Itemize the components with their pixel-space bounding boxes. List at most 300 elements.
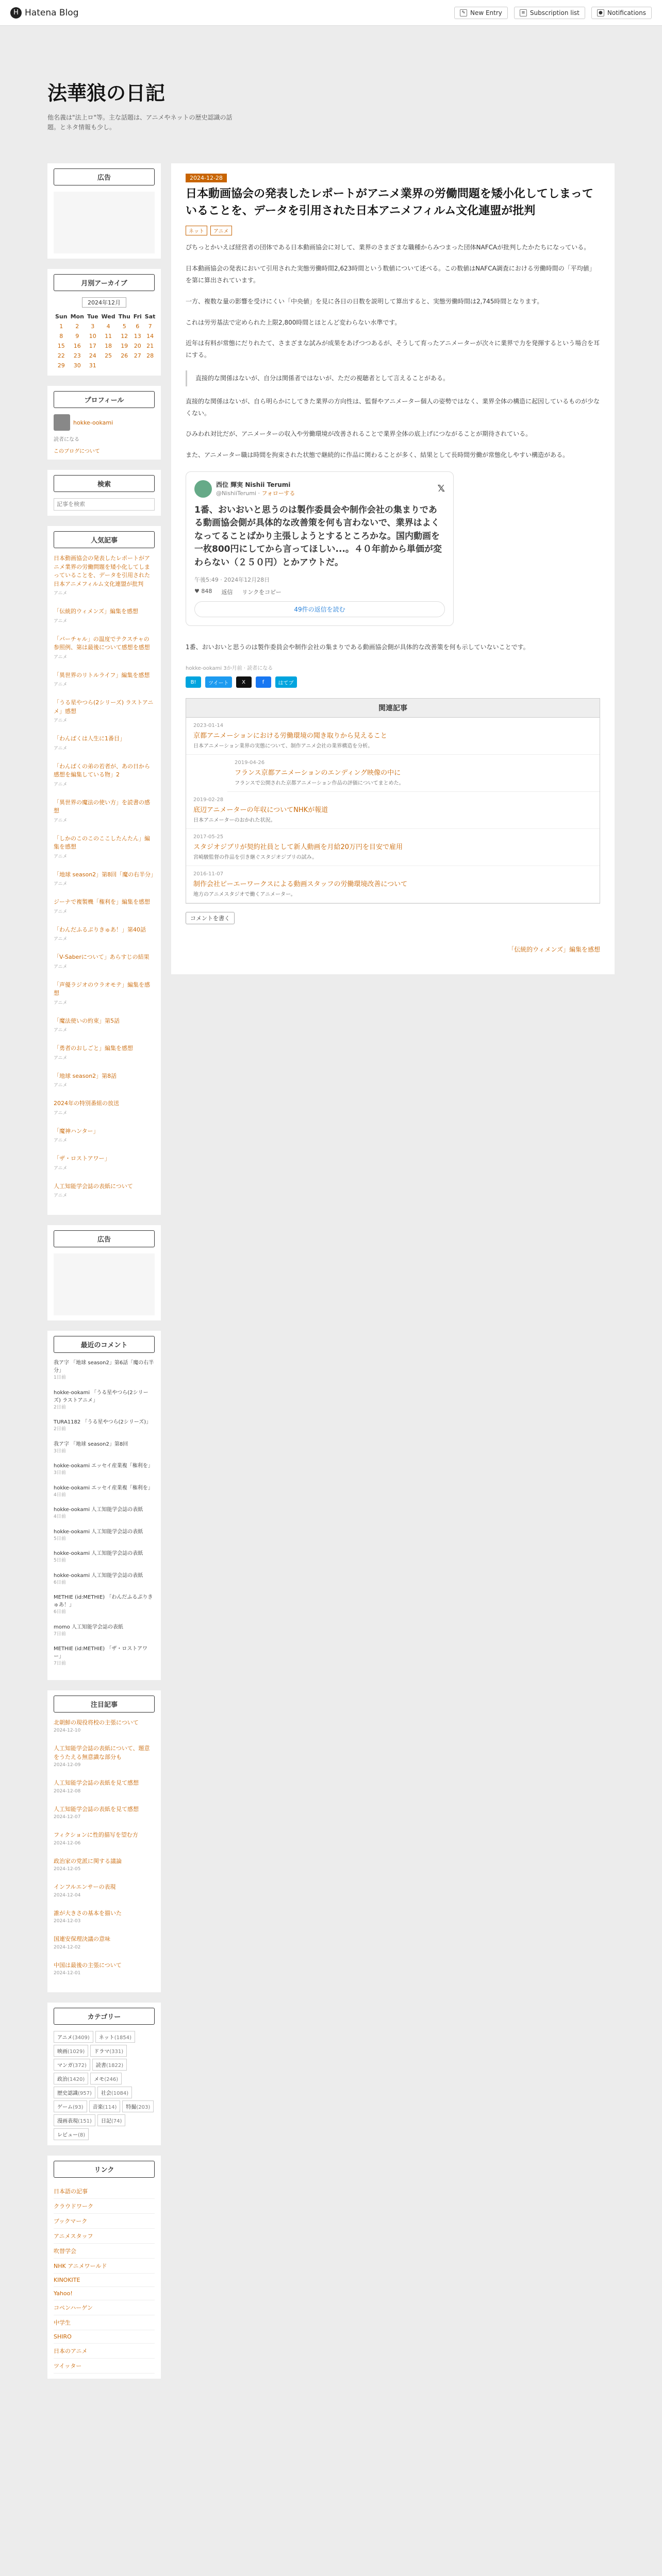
ad-title: 広告 <box>54 168 155 185</box>
external-link[interactable]: KINOKITE <box>54 2274 155 2287</box>
entry-meta: 2024-12-01 <box>54 1971 81 1976</box>
entry-link[interactable]: 「異世界のリトルライフ」編集を感想 <box>54 671 150 679</box>
entry-link[interactable]: 「わんぱくの弟の若者が、あの日から感想を編集している物」2 <box>54 762 150 778</box>
tweet-author-name[interactable]: 西位 輝実 Nishii Terumi <box>216 481 291 489</box>
paragraph: ひみわれ対比だが、アニメーターの収入や労働環境が改善されることで業界全体の底上げにつながることが期待されている。 <box>186 430 532 438</box>
related-entry[interactable] <box>186 718 600 755</box>
comment-text: METHIE (id:METHIE) 「ザ・ロストアワー」 <box>54 1646 148 1660</box>
list-item <box>54 1831 155 1846</box>
calendar-day[interactable]: 8 <box>59 333 63 340</box>
entry-link[interactable]: 「V-Saberについて」あらすじの結果 <box>54 954 150 961</box>
category-chip[interactable] <box>92 2059 127 2071</box>
comment-date: 6日前 <box>54 1609 66 1615</box>
category-chip[interactable] <box>54 2073 88 2084</box>
comment-item[interactable] <box>54 1484 155 1499</box>
entry-link[interactable]: ジーナで複製機「権利を」編集を感想 <box>54 899 150 906</box>
entry-link[interactable]: 「地球 season2」第8回「魔の右半分」 <box>54 871 157 878</box>
category-name: 日記 <box>101 2119 111 2125</box>
category-name: 特撮 <box>126 2105 137 2111</box>
comment-date: 3日前 <box>54 1470 66 1476</box>
category-chip[interactable] <box>95 2031 135 2043</box>
related-title-link[interactable]: 底辺アニメーターの年収についてNHKが報道 <box>193 806 328 815</box>
list-item <box>54 1779 155 1794</box>
category-name: ドラマ <box>94 2049 110 2055</box>
related-title-link[interactable]: 京都アニメーションにおける労働環境の聞き取りから見えること <box>193 732 387 740</box>
list-item <box>54 1857 155 1872</box>
entry-link[interactable]: 2024年の特別番組の放送 <box>54 1100 119 1107</box>
entry-meta: アニメ <box>54 718 68 724</box>
category-count: (151) <box>78 2119 92 2125</box>
category-title: カテゴリー <box>54 2008 155 2025</box>
external-link[interactable]: アニメスタッフ <box>54 2229 155 2244</box>
entry-link[interactable]: 「伝統的ウィメンズ」編集を感想 <box>54 608 139 615</box>
comment-date: 6日前 <box>54 1580 66 1585</box>
entry-meta: 2024-12-05 <box>54 1867 81 1872</box>
external-link[interactable]: 中学生 <box>54 2315 155 2330</box>
calendar-day[interactable]: 4 <box>106 323 110 330</box>
entry-meta: アニメ <box>54 854 68 859</box>
entry-meta: 2024-12-07 <box>54 1815 81 1820</box>
profile-module <box>47 386 161 460</box>
calendar-day[interactable]: 15 <box>57 343 65 350</box>
calendar-day-header: Mon <box>70 313 84 320</box>
comment-text: hokke-ookami 人工知能学会誌の表紙 <box>54 1572 143 1579</box>
entry-meta: アニメ <box>54 937 68 942</box>
list-item <box>54 1935 155 1950</box>
calendar-day[interactable]: 10 <box>89 333 96 340</box>
calendar-day-header: Wed <box>101 313 115 320</box>
category-chip[interactable] <box>54 2031 93 2043</box>
list-item <box>54 898 155 914</box>
comment-text: hokke-ookami 人工知能学会誌の表紙 <box>54 1507 143 1513</box>
tweet-copy-link-button[interactable]: リンクをコピー <box>242 589 282 596</box>
entry-meta: アニメ <box>54 964 68 970</box>
related-date: 2017-05-25 <box>193 834 224 840</box>
category-count: (331) <box>109 2049 124 2055</box>
link-list <box>54 2184 155 2374</box>
search-input[interactable] <box>54 498 155 511</box>
list-item <box>54 1155 155 1171</box>
subscribe-button[interactable]: 読者になる <box>54 437 79 443</box>
list-item <box>54 1883 155 1898</box>
list-item <box>54 835 155 859</box>
list-item <box>54 1182 155 1199</box>
embedded-tweet[interactable]: 西位 輝実 Nishii Terumi @NishiiTerumi · フォローする 𝕏 1番、おいおいと思うのは製作委員会や制作会社の集まりである動画協会側が具体的な改善策を何も言わないで、業界はよくなってることばかり主張しようとするところかな。国内動画を一枚800円にしてから言ってほしい...。４０年前から単価が変わらない（２５０円）とかアウトだ。 午後5:49 · 2024年12月28日 ♥ 848 返信 リンクをコピー 49件の返信を読む <box>186 471 454 626</box>
calendar-day[interactable]: 13 <box>134 333 141 340</box>
sidebar <box>47 163 161 2389</box>
popular-module <box>47 526 161 1215</box>
calendar-day[interactable] <box>117 361 132 370</box>
hatena-bookmark-button[interactable]: B! <box>186 676 201 688</box>
comment-date: 5日前 <box>54 1536 66 1541</box>
related-excerpt: 日本アニメーターのおかれた状況。 <box>193 818 276 824</box>
hatena-logo-icon: H <box>10 7 22 19</box>
entry-link[interactable]: 「地球 season2」第8話 <box>54 1072 117 1079</box>
related-title-link[interactable]: フランス京都アニメーションのエンディング映像の中に <box>235 769 401 777</box>
entry-link[interactable]: 政治家の党派に関する議論 <box>54 1857 122 1865</box>
tweet-timestamp[interactable]: 午後5:49 · 2024年12月28日 <box>194 577 270 584</box>
entry-link[interactable]: 中国は最後の主張について <box>54 1961 122 1969</box>
entry-meta: 2024-12-10 <box>54 1728 81 1734</box>
category-module <box>47 2003 161 2145</box>
related-date: 2019-02-28 <box>193 797 224 803</box>
paragraph: これは労労基法で定められた上限2,800時間とほとんど変わらない水準です。 <box>186 318 401 326</box>
notable-title: 注目記事 <box>54 1696 155 1713</box>
comment-item[interactable] <box>54 1440 155 1455</box>
new-entry-button[interactable] <box>454 7 508 19</box>
entry-meta: アニメ <box>54 682 68 688</box>
calendar-day[interactable]: 21 <box>146 343 154 350</box>
entry-link[interactable]: 人工知能学会誌の表紙を見て感想 <box>54 1780 139 1787</box>
comment-date: 2日前 <box>54 1427 66 1432</box>
comments-module <box>47 1331 161 1680</box>
entry-link[interactable]: フィクションに性的描写を望む方 <box>54 1832 138 1839</box>
category-name: 社会 <box>101 2091 111 2097</box>
comment-item[interactable] <box>54 1359 155 1382</box>
related-entry[interactable] <box>186 792 600 829</box>
entry-meta: アニメ <box>54 1165 68 1171</box>
list-item <box>54 799 155 823</box>
related-excerpt: 日本アニメーション業界の実態について、制作アニメ会社の業界構造を分析。 <box>193 743 373 750</box>
list-item <box>54 1044 155 1061</box>
category-chip[interactable] <box>54 2100 87 2112</box>
calendar-day[interactable]: 30 <box>73 362 81 369</box>
tweet-like-button[interactable] <box>194 588 212 596</box>
entry-link[interactable]: 「勇者のおしごと」編集を感想 <box>54 1045 133 1052</box>
entry-meta: hokke-ookami 3か月前 · 読者になる <box>186 666 273 672</box>
entry-meta: 2024-12-04 <box>54 1892 81 1898</box>
category-count: (957) <box>78 2091 92 2097</box>
category-chip[interactable] <box>90 2073 122 2084</box>
paragraph: 日本動画協会の発表において引用された実態労働時間2,623時間という数値について述べる。この数値はNAFCA調査における労働時間の「平均値」を第に算出されています。 <box>186 265 595 284</box>
heart-icon: ♥ <box>194 588 200 595</box>
list-item <box>54 1099 155 1116</box>
calendar-day[interactable]: 26 <box>121 352 128 360</box>
list-item <box>54 1127 155 1144</box>
external-link[interactable]: ツイッター <box>54 2359 155 2374</box>
calendar-day-header: Sat <box>144 313 156 320</box>
calendar-day-header: Thu <box>118 313 130 320</box>
list-item <box>54 953 155 970</box>
calendar-day[interactable]: 17 <box>89 343 96 350</box>
profile-name-link[interactable]: hokke-ookami <box>73 419 113 426</box>
calendar-day[interactable]: 7 <box>148 323 152 330</box>
comment-date: 7日前 <box>54 1661 66 1667</box>
avatar[interactable] <box>54 414 70 431</box>
category-count: (203) <box>136 2105 151 2111</box>
x-share-button[interactable]: X <box>236 676 252 688</box>
archive-module <box>47 269 161 376</box>
archive-month-select[interactable]: 2024年12月 <box>82 297 126 308</box>
links-module <box>47 2156 161 2379</box>
entry-body <box>186 242 600 653</box>
calendar-day[interactable]: 23 <box>73 352 81 360</box>
list-item <box>54 607 155 624</box>
entry-link[interactable]: 「しかのこのこのここしたんたん」編集を感想 <box>54 835 150 851</box>
comment-item[interactable] <box>54 1572 155 1587</box>
comment-text: TURA1182 「うる星やつら(2シリーズ)」 <box>54 1419 152 1426</box>
category-name: マンガ <box>57 2063 73 2069</box>
external-link[interactable]: Yahoo! <box>54 2287 155 2300</box>
category-name: ネット <box>98 2035 114 2041</box>
entry-title[interactable]: 日本動画協会の発表したレポートがアニメ業界の労働問題を矮小化してしまっていることを、データを引用された日本アニメフィルム文化連盟が批判 <box>186 188 593 218</box>
notifications-button[interactable] <box>591 7 652 19</box>
comment-text: momo 人工知能学会誌の表紙 <box>54 1624 123 1630</box>
comment-text: 我ア字 「地球 season2」第8回 <box>54 1441 128 1447</box>
calendar-day[interactable]: 18 <box>105 343 112 350</box>
entry-link[interactable]: 国連安保理決議の意味 <box>54 1936 110 1943</box>
category-count: (246) <box>104 2077 119 2083</box>
comment-date: 2日前 <box>54 1404 66 1410</box>
category-count: (8) <box>78 2132 86 2139</box>
entry-meta: アニメ <box>54 1055 68 1061</box>
comment-item[interactable] <box>54 1528 155 1543</box>
external-link[interactable]: NHK アニメワールド <box>54 2259 155 2274</box>
calendar-day[interactable]: 22 <box>57 352 65 360</box>
entry-meta: 2024-12-08 <box>54 1788 81 1794</box>
links-title: リンク <box>54 2161 155 2178</box>
list-icon: ≡ <box>520 9 527 16</box>
entry-link[interactable]: 「わんぱくは人生に1番目」 <box>54 735 125 742</box>
comments-title: 最近のコメント <box>54 1336 155 1353</box>
popular-list <box>54 554 155 1198</box>
entry-meta: アニメ <box>54 1138 68 1144</box>
category-count: (1420) <box>68 2077 85 2083</box>
write-comment-button[interactable]: コメントを書く <box>186 912 235 924</box>
new-entry-label: New Entry <box>470 9 502 16</box>
category-name: アニメ <box>57 2035 73 2041</box>
calendar-day[interactable]: 14 <box>146 333 154 340</box>
ad-module <box>47 163 161 259</box>
list-item <box>54 1909 155 1924</box>
entry-meta: アニメ <box>54 591 68 597</box>
comment-text: METHIE (id:METHIE) 「わんだふるぷりきゅあ！」 <box>54 1595 153 1608</box>
category-chip[interactable] <box>122 2100 154 2112</box>
notable-list <box>54 1719 155 1976</box>
entry-meta: アニメ <box>54 1083 68 1089</box>
search-title: 検索 <box>54 475 155 492</box>
calendar-day[interactable]: 29 <box>57 362 65 369</box>
external-link[interactable]: ブックマーク <box>54 2214 155 2229</box>
entry-meta: 2024-12-09 <box>54 1762 81 1768</box>
calendar-day[interactable]: 3 <box>91 323 95 330</box>
notable-module <box>47 1690 161 1993</box>
list-item <box>54 1017 155 1033</box>
comment-item[interactable] <box>54 1506 155 1521</box>
entry-link[interactable]: 人工知能学会誌の表紙について、題意をうたえる無意識な部分も <box>54 1745 150 1760</box>
category-name: 歴史認識 <box>57 2091 78 2097</box>
category-chip[interactable] <box>54 2087 95 2098</box>
popular-title: 人気記事 <box>54 531 155 548</box>
external-link[interactable]: 吹替学会 <box>54 2244 155 2259</box>
tweet-reply-button[interactable]: 返信 <box>221 589 233 596</box>
comment-item[interactable] <box>54 1389 155 1412</box>
global-header <box>0 0 662 26</box>
facebook-share-button[interactable]: f <box>256 676 271 688</box>
next-entry-link[interactable]: 「伝統的ウィメンズ」編集を感想 <box>508 946 600 954</box>
article <box>171 163 615 974</box>
comment-date: 5日前 <box>54 1558 66 1564</box>
list-item <box>54 554 155 596</box>
related-title-link[interactable]: 制作会社ピーエーワークスによる動画スタッフの労働環境改善について <box>193 880 408 889</box>
x-logo-icon[interactable]: 𝕏 <box>437 483 445 495</box>
entry-link[interactable]: 「バーチャル」の温度でテクスチャの参照例、第は最後について感想を感想 <box>54 635 150 651</box>
category-chip[interactable] <box>97 2114 126 2126</box>
category-chip[interactable] <box>54 2059 90 2071</box>
category-count: (372) <box>73 2063 87 2069</box>
subscription-list-button[interactable] <box>514 7 585 19</box>
entry-link[interactable]: 人工知能学会誌の表紙を見て感想 <box>54 1805 139 1812</box>
calendar-day[interactable]: 5 <box>122 323 126 330</box>
calendar-day[interactable] <box>100 361 117 370</box>
entry-link[interactable]: 「魔法使いの約束」第5話 <box>54 1017 120 1024</box>
main-column <box>171 163 615 974</box>
comment-item[interactable] <box>54 1594 155 1616</box>
external-link[interactable]: 日本語の記事 <box>54 2184 155 2199</box>
comment-item[interactable] <box>54 1623 155 1638</box>
entry-link[interactable]: 誰が大きさの基本を描いた <box>54 1909 122 1917</box>
comment-text: hokke-ookami エッセイ産業複「権利を」 <box>54 1463 153 1469</box>
category-chip[interactable] <box>90 2045 127 2057</box>
entry-meta: アニメ <box>54 782 68 787</box>
external-link[interactable]: コペンハーゲン <box>54 2300 155 2315</box>
comment-text: hokke-ookami 人工知能学会誌の表紙 <box>54 1551 143 1557</box>
entry-link[interactable]: インフルエンサーの表現 <box>54 1884 116 1891</box>
list-item <box>54 1805 155 1820</box>
blog-title[interactable]: 法華狼の日記 <box>47 81 166 105</box>
category-name: 音楽 <box>92 2105 103 2111</box>
comment-text: 我ア字 「地球 season2」第6話「魔の右半分」 <box>54 1360 154 1374</box>
tweet-follow-link[interactable]: フォローする <box>261 490 295 497</box>
entry-link[interactable]: 北朝鮮の現役将校の主張について <box>54 1719 139 1726</box>
tweet-like-count: 848 <box>201 588 212 595</box>
hatebu-share-button[interactable]: はてブ <box>275 676 297 688</box>
entry-meta: 2024-12-06 <box>54 1840 81 1846</box>
category-chip[interactable] <box>54 2128 89 2140</box>
entry-link[interactable]: 人工知能学会誌の表紙について <box>54 1182 133 1190</box>
ad-slot-2[interactable] <box>54 1253 155 1315</box>
brand-name: Hatena Blog <box>25 7 79 18</box>
category-chip[interactable] <box>54 2045 88 2057</box>
calendar-day[interactable] <box>143 361 157 370</box>
comment-item[interactable] <box>54 1645 155 1668</box>
profile-title: プロフィール <box>54 391 155 408</box>
entry-link[interactable]: 日本動画協会の発表したレポートがアニメ業界の労働問題を矮小化してしまっていることを、データを引用された日本アニメフィルム文化連盟が批判 <box>54 555 150 587</box>
entry-meta: アニメ <box>54 1028 68 1033</box>
paragraph: また、アニメーター職は時間を拘束された状態で継続的に作品に関わることが多く、結果として長時間労働が常態化しやすい構造がある。 <box>186 451 569 459</box>
tag-anime[interactable]: アニメ <box>210 226 232 235</box>
category-name: 漫画表現 <box>57 2119 78 2125</box>
calendar-day[interactable]: 27 <box>134 352 141 360</box>
calendar-day[interactable]: 19 <box>121 343 128 350</box>
entry-link[interactable]: 「声優ラジオのウラオモテ」編集を感想 <box>54 981 150 997</box>
calendar-day[interactable]: 24 <box>89 352 96 360</box>
calendar-day[interactable]: 16 <box>73 343 81 350</box>
calendar-day[interactable]: 9 <box>75 333 79 340</box>
entry-meta: アニメ <box>54 1110 68 1116</box>
calendar-day[interactable]: 11 <box>105 333 112 340</box>
search-module <box>47 470 161 516</box>
category-chip[interactable] <box>54 2114 95 2126</box>
category-name: 読書 <box>95 2063 106 2069</box>
list-item <box>54 1719 155 1734</box>
calendar-day-header: Sun <box>55 313 68 320</box>
about-blog-link[interactable]: このブログについて <box>54 449 100 455</box>
calendar-day[interactable]: 1 <box>59 323 63 330</box>
paragraph: 直接的な関係はないが、自ら明らかにしてきた業界の方向性は、監督やアニメーター個人の姿勢ではなく、業界全体の構造に起因しているものが少なくない。 <box>186 397 600 417</box>
external-link[interactable]: クラウドワーク <box>54 2199 155 2214</box>
blog-header <box>47 26 615 163</box>
category-chip[interactable] <box>89 2100 121 2112</box>
related-title: 関連記事 <box>186 699 600 718</box>
calendar-day[interactable]: 12 <box>121 333 128 340</box>
entry-meta: 2024-12-02 <box>54 1944 81 1950</box>
related-entry[interactable] <box>227 755 600 792</box>
ad-slot[interactable] <box>54 192 155 253</box>
related-excerpt: 宮崎駿監督の作品を引き継ぐスタジオジブリの試み。 <box>193 855 318 861</box>
calendar-day[interactable]: 25 <box>105 352 112 360</box>
comment-date: 4日前 <box>54 1492 66 1498</box>
paragraph: 1番、おいおいと思うのは製作委員会や制作会社の集まりである動画協会側が具体的な改善策を何も示していないことです。 <box>186 643 529 651</box>
entry-link[interactable]: 「ザ・ロストアワー」 <box>54 1155 110 1162</box>
category-name: 映画 <box>57 2049 68 2055</box>
category-chip[interactable] <box>97 2087 132 2098</box>
share-buttons <box>186 676 600 688</box>
blog-description: 他名義は"法上ロ"等。主な話題は、アニメやネットの歴史認識の話題。とネタ情報も少し。 <box>47 114 233 131</box>
list-item <box>54 762 155 787</box>
entry-date[interactable]: 2024-12-28 <box>186 174 227 182</box>
tag-net[interactable]: ネット <box>186 226 207 235</box>
blockquote: 直接的な関係はないが、自分は関係者ではないが、ただの視聴者として言えることがある。 <box>186 370 600 386</box>
related-excerpt: 地方のアニメスタジオで働くアニメーター。 <box>193 892 296 898</box>
ad2-title: 広告 <box>54 1230 155 1247</box>
hatena-blog-logo[interactable] <box>10 7 79 19</box>
list-item <box>54 1961 155 1976</box>
calendar-day[interactable]: 28 <box>146 352 154 360</box>
list-item <box>54 671 155 688</box>
tweet-share-button[interactable]: ツイート <box>205 676 232 688</box>
entry-meta: アニメ <box>54 745 68 751</box>
calendar-day[interactable]: 2 <box>75 323 79 330</box>
comment-item[interactable] <box>54 1462 155 1477</box>
calendar-day[interactable]: 6 <box>136 323 140 330</box>
tweet-read-replies-button[interactable]: 49件の返信を読む <box>194 601 445 617</box>
tweet-avatar[interactable] <box>194 480 212 498</box>
tweet-handle[interactable]: @NishiiTerumi <box>216 490 256 497</box>
comment-text: hokke-ookami 人工知能学会誌の表紙 <box>54 1529 143 1535</box>
list-item <box>54 871 155 887</box>
external-link[interactable]: SHIRO <box>54 2330 155 2344</box>
entry-meta: 2024-12-03 <box>54 1919 81 1924</box>
related-entry[interactable] <box>186 829 600 866</box>
calendar-day[interactable]: 20 <box>134 343 141 350</box>
comment-item[interactable] <box>54 1418 155 1433</box>
calendar-day-header: Fri <box>133 313 142 320</box>
calendar-day[interactable]: 31 <box>89 362 96 369</box>
related-title-link[interactable]: スタジオジブリが契約社員として新人動画を月給20万円を目安で雇用 <box>193 843 403 852</box>
comment-item[interactable] <box>54 1550 155 1565</box>
calendar-day[interactable] <box>132 361 143 370</box>
pencil-icon: ✎ <box>460 9 467 16</box>
entry-link[interactable]: 「わんだふるぷりきゅあ！」第40話 <box>54 926 146 933</box>
entry-link[interactable]: 「魔神ハンター」 <box>54 1127 99 1134</box>
calendar-day-header: Tue <box>87 313 98 320</box>
related-entry[interactable] <box>186 866 600 903</box>
entry-link[interactable]: 「うる星やつら(2シリーズ) ラストアニメ」感想 <box>54 699 154 715</box>
entry-link[interactable]: 「異世界の魔法の使い方」を読書の感想 <box>54 799 150 815</box>
external-link[interactable]: 日本のアニメ <box>54 2344 155 2359</box>
category-count: (1084) <box>111 2091 129 2097</box>
